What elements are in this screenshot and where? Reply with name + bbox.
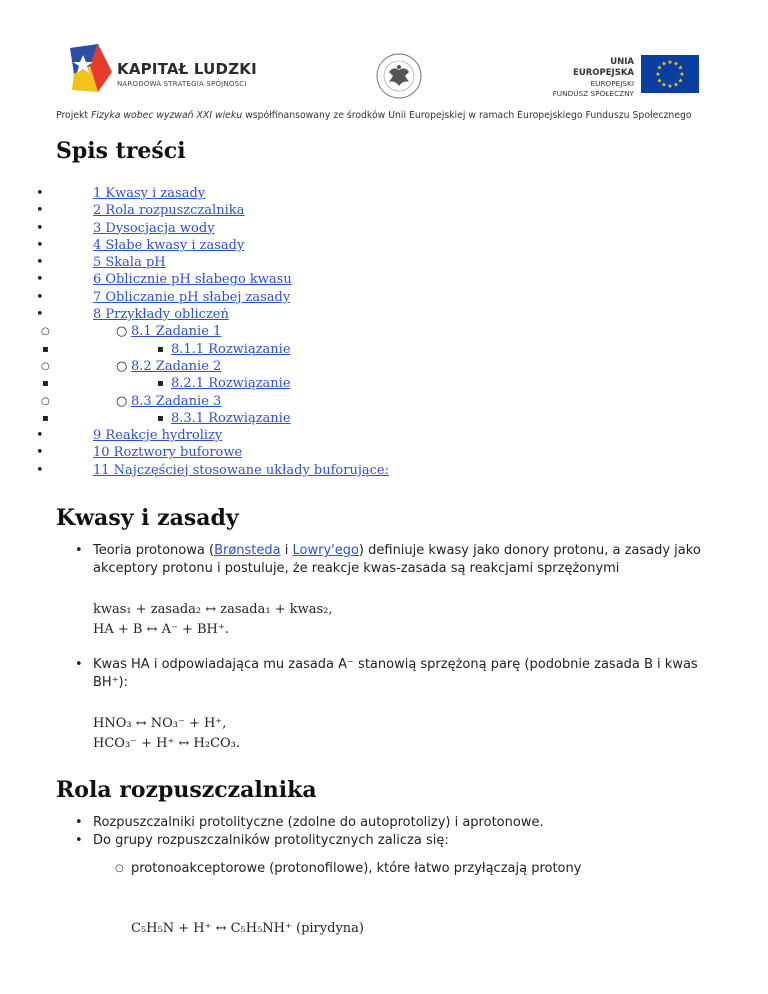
toc-item — [56, 237, 389, 254]
project-suffix: współfinansowany ze środków Unii Europejskiej w ramach Europejskiego Funduszu Społecznego — [245, 110, 692, 121]
toc-heading: Spis treści — [56, 138, 186, 164]
svg-text:★: ★ — [656, 77, 663, 85]
toc-link[interactable]: 4 Słabe kwasy i zasady — [93, 237, 245, 253]
equation-1: kwas₁ + zasada₂ ↔ zasada₁ + kwas₂, — [93, 602, 333, 617]
toc-subsubitem: ▪ ▪ 8.1.1 Rozwiązanie — [56, 341, 389, 358]
bullet-protonoakceptorowe: ○ protonoakceptorowe (protonofilowe), które łatwo przyłączają protony — [131, 860, 581, 878]
toc-subitem: ○ ○ 8.1 Zadanie 1 — [56, 323, 389, 340]
ue-line1: UNIA EUROPEJSKA — [573, 57, 634, 78]
text-span: akceptory protonu i postuluje, że reakcje kwas-zasada są reakcjami sprzężonymi — [93, 561, 620, 576]
toc-link[interactable]: 8.3 Zadanie 3 — [131, 393, 222, 409]
toc-link[interactable]: 2 Rola rozpuszczalnika — [93, 203, 245, 219]
text-span: ) definiuje kwasy jako donory protonu, a zasady jako — [358, 543, 701, 558]
text-span: Teoria protonowa ( — [93, 543, 215, 558]
university-seal-icon — [375, 52, 423, 100]
toc-link[interactable]: 8.3.1 Rozwiązanie — [171, 410, 291, 426]
svg-text:★: ★ — [673, 60, 679, 68]
toc-item — [56, 306, 389, 323]
toc-item — [56, 202, 389, 219]
kapital-ludzki-title: KAPITAŁ LUDZKI — [117, 60, 257, 78]
svg-text:★: ★ — [656, 64, 663, 72]
toc-item — [56, 185, 389, 202]
section-heading-kwasy: Kwasy i zasady — [56, 505, 239, 531]
text-span: i — [280, 543, 293, 558]
paragraph-teoria — [93, 542, 733, 578]
paragraph-para — [93, 656, 733, 692]
toc-link[interactable]: 8.2 Zadanie 2 — [131, 358, 222, 374]
svg-text:★: ★ — [667, 83, 673, 90]
toc-item — [56, 289, 389, 306]
ue-line3: FUNDUSZ SPOŁECZNY — [552, 88, 634, 98]
toc-link[interactable]: 5 Skala pH — [93, 255, 166, 271]
equation-2: HA + B ↔ A⁻ + BH⁺. — [93, 622, 229, 637]
svg-text:★: ★ — [667, 59, 673, 66]
kapital-ludzki-subtitle: NARODOWA STRATEGIA SPÓJNOŚCI — [117, 80, 247, 88]
equation-3: HNO₃ ↔ NO₃⁻ + H⁺, — [93, 716, 227, 731]
svg-text:★: ★ — [661, 81, 667, 89]
svg-text:★: ★ — [673, 81, 679, 89]
svg-text:★: ★ — [661, 60, 667, 68]
project-line — [56, 110, 692, 121]
toc-link[interactable]: 8 Przykłady obliczeń — [93, 307, 229, 323]
svg-text:★: ★ — [679, 71, 685, 78]
project-prefix: Projekt — [56, 110, 89, 121]
toc-link[interactable]: 6 Oblicznie pH słabego kwasu — [93, 272, 292, 288]
svg-text:★: ★ — [677, 64, 684, 72]
eu-flag-icon — [641, 55, 699, 93]
toc-subsubitem: ▪ ▪ 8.2.1 Rozwiązanie — [56, 375, 389, 392]
toc-subitem: ○ ○ 8.3 Zadanie 3 — [56, 393, 389, 410]
toc-link[interactable]: 8.2.1 Rozwiązanie — [171, 376, 291, 392]
section-heading-rola: Rola rozpuszczalnika — [56, 777, 317, 803]
toc-item — [56, 271, 389, 288]
text-span: Kwas HA i odpowiadająca mu zasada A⁻ stanowią sprzężoną parę (podobnie zasada B i kwas — [93, 657, 698, 672]
toc-item — [56, 254, 389, 271]
ue-label — [550, 57, 634, 98]
toc-item — [56, 220, 389, 237]
toc-item — [56, 462, 389, 479]
toc-item — [56, 444, 389, 461]
svg-text:★: ★ — [655, 71, 661, 78]
toc-link[interactable]: 1 Kwasy i zasady — [93, 186, 206, 201]
toc-link[interactable]: 11 Najczęściej stosowane układy buforujące: — [93, 462, 389, 478]
bullet-rozpuszczalniki: • Rozpuszczalniki protolityczne (zdolne do autoprotolizy) i aprotonowe. — [93, 814, 544, 832]
link-bronsted[interactable]: Brønsteda — [214, 543, 281, 558]
toc-link[interactable]: 9 Reakcje hydrolizy — [93, 428, 223, 444]
kapital-ludzki-logo-icon — [68, 44, 114, 94]
table-of-contents — [56, 185, 389, 479]
bullet-grupa: • Do grupy rozpuszczalników protolitycznych zalicza się: — [93, 832, 449, 850]
project-title: Fizyka wobec wyzwań XXI wieku — [91, 110, 243, 121]
page-header — [0, 0, 768, 130]
equation-5: C₅H₅N + H⁺ ↔ C₅H₅NH⁺ (pirydyna) — [131, 921, 364, 936]
toc-item — [56, 427, 389, 444]
ue-line2: EUROPEJSKI — [590, 79, 634, 88]
text-span: BH⁺): — [93, 675, 129, 690]
toc-link[interactable]: 10 Roztwory buforowe — [93, 445, 243, 461]
toc-link[interactable]: 8.1.1 Rozwiązanie — [171, 341, 291, 357]
toc-subitem: ○ ○ 8.2 Zadanie 2 — [56, 358, 389, 375]
toc-link[interactable]: 8.1 Zadanie 1 — [131, 324, 222, 340]
toc-subsubitem: ▪ ▪ 8.3.1 Rozwiązanie — [56, 410, 389, 427]
toc-link[interactable]: 7 Obliczanie pH słabej zasady — [93, 289, 291, 305]
toc-link[interactable]: 3 Dysocjacja wody — [93, 220, 215, 236]
equation-4: HCO₃⁻ + H⁺ ↔ H₂CO₃. — [93, 736, 241, 751]
svg-text:★: ★ — [677, 77, 684, 85]
link-lowry[interactable]: Lowry'ego — [292, 543, 359, 558]
